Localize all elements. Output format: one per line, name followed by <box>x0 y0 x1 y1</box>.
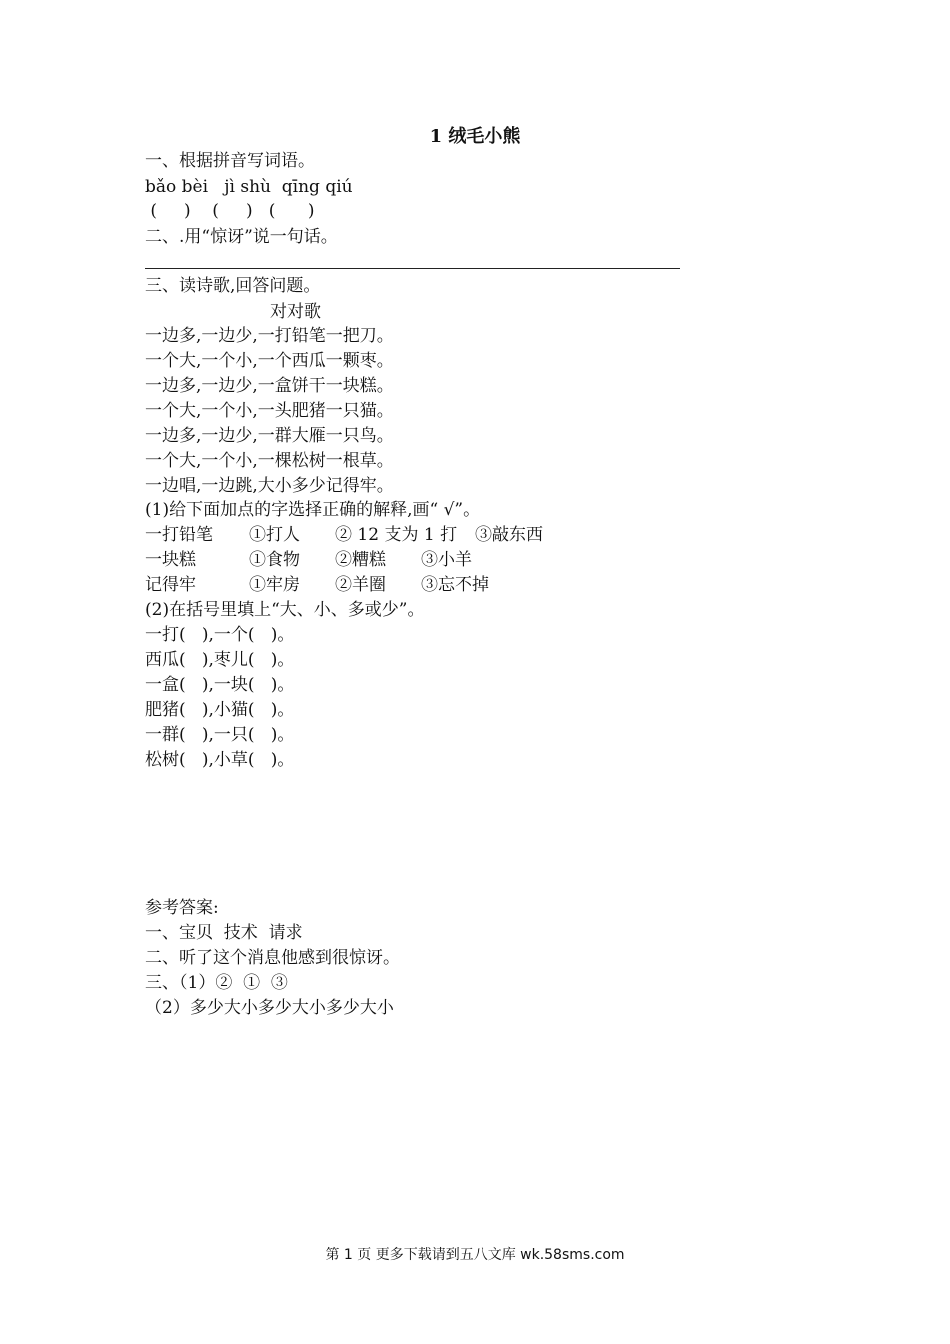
poem-line: 一边多,一边少,一盒饼干一块糕。 <box>145 376 394 396</box>
question1-prompt: (1)给下面加点的字选择正确的解释,画“ √”。 <box>145 500 481 520</box>
pinyin-line: bǎo bèi jì shù qīng qiú <box>145 177 353 197</box>
choice-option: ②羊圈 <box>335 575 386 595</box>
poem-title: 对对歌 <box>270 302 321 322</box>
page-title: 1 绒毛小熊 <box>429 126 521 147</box>
section3-heading: 三、读诗歌,回答问题。 <box>145 276 321 296</box>
poem-line: 一边唱,一边跳,大小多少记得牢。 <box>145 476 394 496</box>
fill-blank-line: 一群( ),一只( )。 <box>145 725 295 745</box>
poem-line: 一边多,一边少,一群大雁一只鸟。 <box>145 426 394 446</box>
fill-blank-line: 一打( ),一个( )。 <box>145 625 295 645</box>
choice-option: ③敲东西 <box>475 525 543 545</box>
question2-prompt: (2)在括号里填上“大、小、多或少”。 <box>145 600 425 620</box>
choice-option: ①牢房 <box>249 575 300 595</box>
choice-word: 一打铅笔 <box>145 525 213 545</box>
answer-line-text: 一、宝贝 技术 请求 <box>145 923 303 943</box>
section2-heading: 二、.用“惊讶”说一句话。 <box>145 227 338 247</box>
fill-blank-line: 西瓜( ),枣儿( )。 <box>145 650 295 670</box>
choice-option: ①打人 <box>249 525 300 545</box>
fill-blank-line: 一盒( ),一块( )。 <box>145 675 295 695</box>
choice-word: 一块糕 <box>145 550 196 570</box>
choice-option: ②糟糕 <box>335 550 386 570</box>
choice-word: 记得牢 <box>145 575 196 595</box>
poem-line: 一个大,一个小,一头肥猪一只猫。 <box>145 401 394 421</box>
answer-line-text: （2）多少大小多少大小多少大小 <box>145 998 394 1018</box>
poem-line: 一边多,一边少,一打铅笔一把刀。 <box>145 326 394 346</box>
choice-option: ③小羊 <box>421 550 472 570</box>
section1-heading: 一、根据拼音写词语。 <box>145 151 315 171</box>
fill-blank-line: 松树( ),小草( )。 <box>145 750 295 770</box>
writing-line <box>145 268 680 269</box>
fill-blank-line: 肥猪( ),小猫( )。 <box>145 700 295 720</box>
answer-brackets: ( ) ( ) ( ) <box>145 201 315 221</box>
choice-option: ② 12 支为 1 打 <box>335 525 458 545</box>
choice-option: ③忘不掉 <box>421 575 489 595</box>
poem-line: 一个大,一个小,一个西瓜一颗枣。 <box>145 351 394 371</box>
answer-line-text: 二、听了这个消息他感到很惊讶。 <box>145 948 400 968</box>
page-footer: 第 1 页 更多下载请到五八文库 wk.58sms.com <box>325 1247 625 1263</box>
answers-heading: 参考答案: <box>145 898 219 918</box>
poem-line: 一个大,一个小,一棵松树一根草。 <box>145 451 394 471</box>
choice-option: ①食物 <box>249 550 300 570</box>
answer-line-text: 三、（1）② ① ③ <box>145 973 288 993</box>
